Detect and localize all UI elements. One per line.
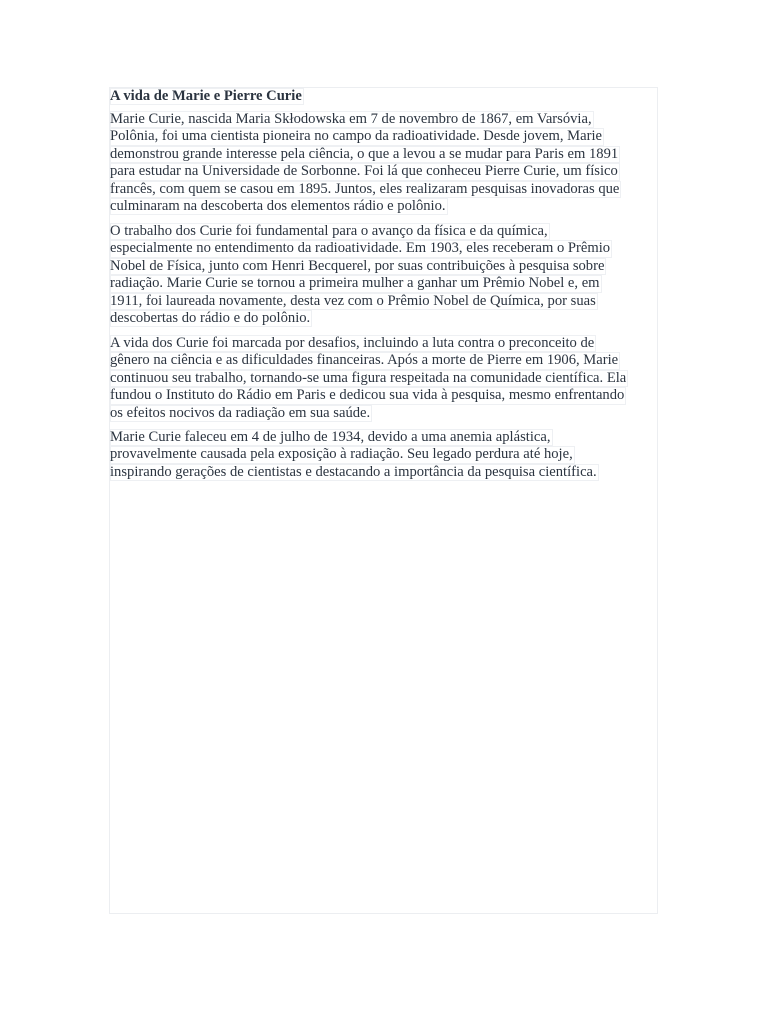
paragraph-line: os efeitos nocivos da radiação em sua saúde. bbox=[110, 404, 371, 421]
paragraph-line: radiação. Marie Curie se tornou a primeira mulher a ganhar um Prêmio Nobel e, em bbox=[110, 275, 600, 292]
paragraph-4 bbox=[110, 429, 599, 481]
document-page bbox=[109, 87, 658, 914]
paragraph-line: O trabalho dos Curie foi fundamental para o avanço da física e da química, bbox=[110, 223, 548, 239]
paragraph-line: Marie Curie, nascida Maria Skłodowska em 7 de novembro de 1867, em Varsóvia, bbox=[110, 111, 592, 127]
paragraph-line: descobertas do rádio e do polônio. bbox=[110, 309, 311, 326]
paragraph-1 bbox=[110, 111, 621, 215]
paragraph-line: provavelmente causada pela exposição à radiação. Seu legado perdura até hoje, bbox=[110, 446, 573, 463]
paragraph-line: gênero na ciência e as dificuldades financeiras. Após a morte de Pierre em 1906, Marie bbox=[110, 352, 619, 369]
document-title bbox=[110, 88, 304, 105]
paragraph-line: A vida dos Curie foi marcada por desafios, incluindo a luta contra o preconceito de bbox=[110, 335, 595, 351]
paragraph-line: inspirando gerações de cientistas e destacando a importância da pesquisa científica. bbox=[110, 463, 597, 480]
paragraph-line: fundou o Instituto do Rádio em Paris e dedicou sua vida à pesquisa, mesmo enfrentando bbox=[110, 387, 625, 404]
paragraph-line: Polônia, foi uma cientista pioneira no campo da radioatividade. Desde jovem, Marie bbox=[110, 128, 602, 145]
title-text: A vida de Marie e Pierre Curie bbox=[110, 88, 302, 104]
paragraph-3 bbox=[110, 335, 628, 422]
paragraph-2 bbox=[110, 223, 612, 327]
paragraph-line: demonstrou grande interesse pela ciência, o que a levou a se mudar para Paris em 1891 bbox=[110, 145, 619, 162]
paragraph-line: continuou seu trabalho, tornando-se uma figura respeitada na comunidade científica. Ela bbox=[110, 369, 627, 386]
paragraph-line: 1911, foi laureada novamente, desta vez com o Prêmio Nobel de Química, por suas bbox=[110, 292, 596, 309]
paragraph-line: para estudar na Universidade de Sorbonne. Foi lá que conheceu Pierre Curie, um físico bbox=[110, 163, 618, 180]
paragraph-line: Nobel de Física, junto com Henri Becquerel, por suas contribuições à pesquisa sobre bbox=[110, 257, 605, 274]
paragraph-line: Marie Curie faleceu em 4 de julho de 1934, devido a uma anemia aplástica, bbox=[110, 429, 551, 445]
paragraph-line: culminaram na descoberta dos elementos rádio e polônio. bbox=[110, 197, 446, 214]
paragraph-line: francês, com quem se casou em 1895. Juntos, eles realizaram pesquisas inovadoras que bbox=[110, 180, 620, 197]
paragraph-line: especialmente no entendimento da radioatividade. Em 1903, eles receberam o Prêmio bbox=[110, 240, 611, 257]
